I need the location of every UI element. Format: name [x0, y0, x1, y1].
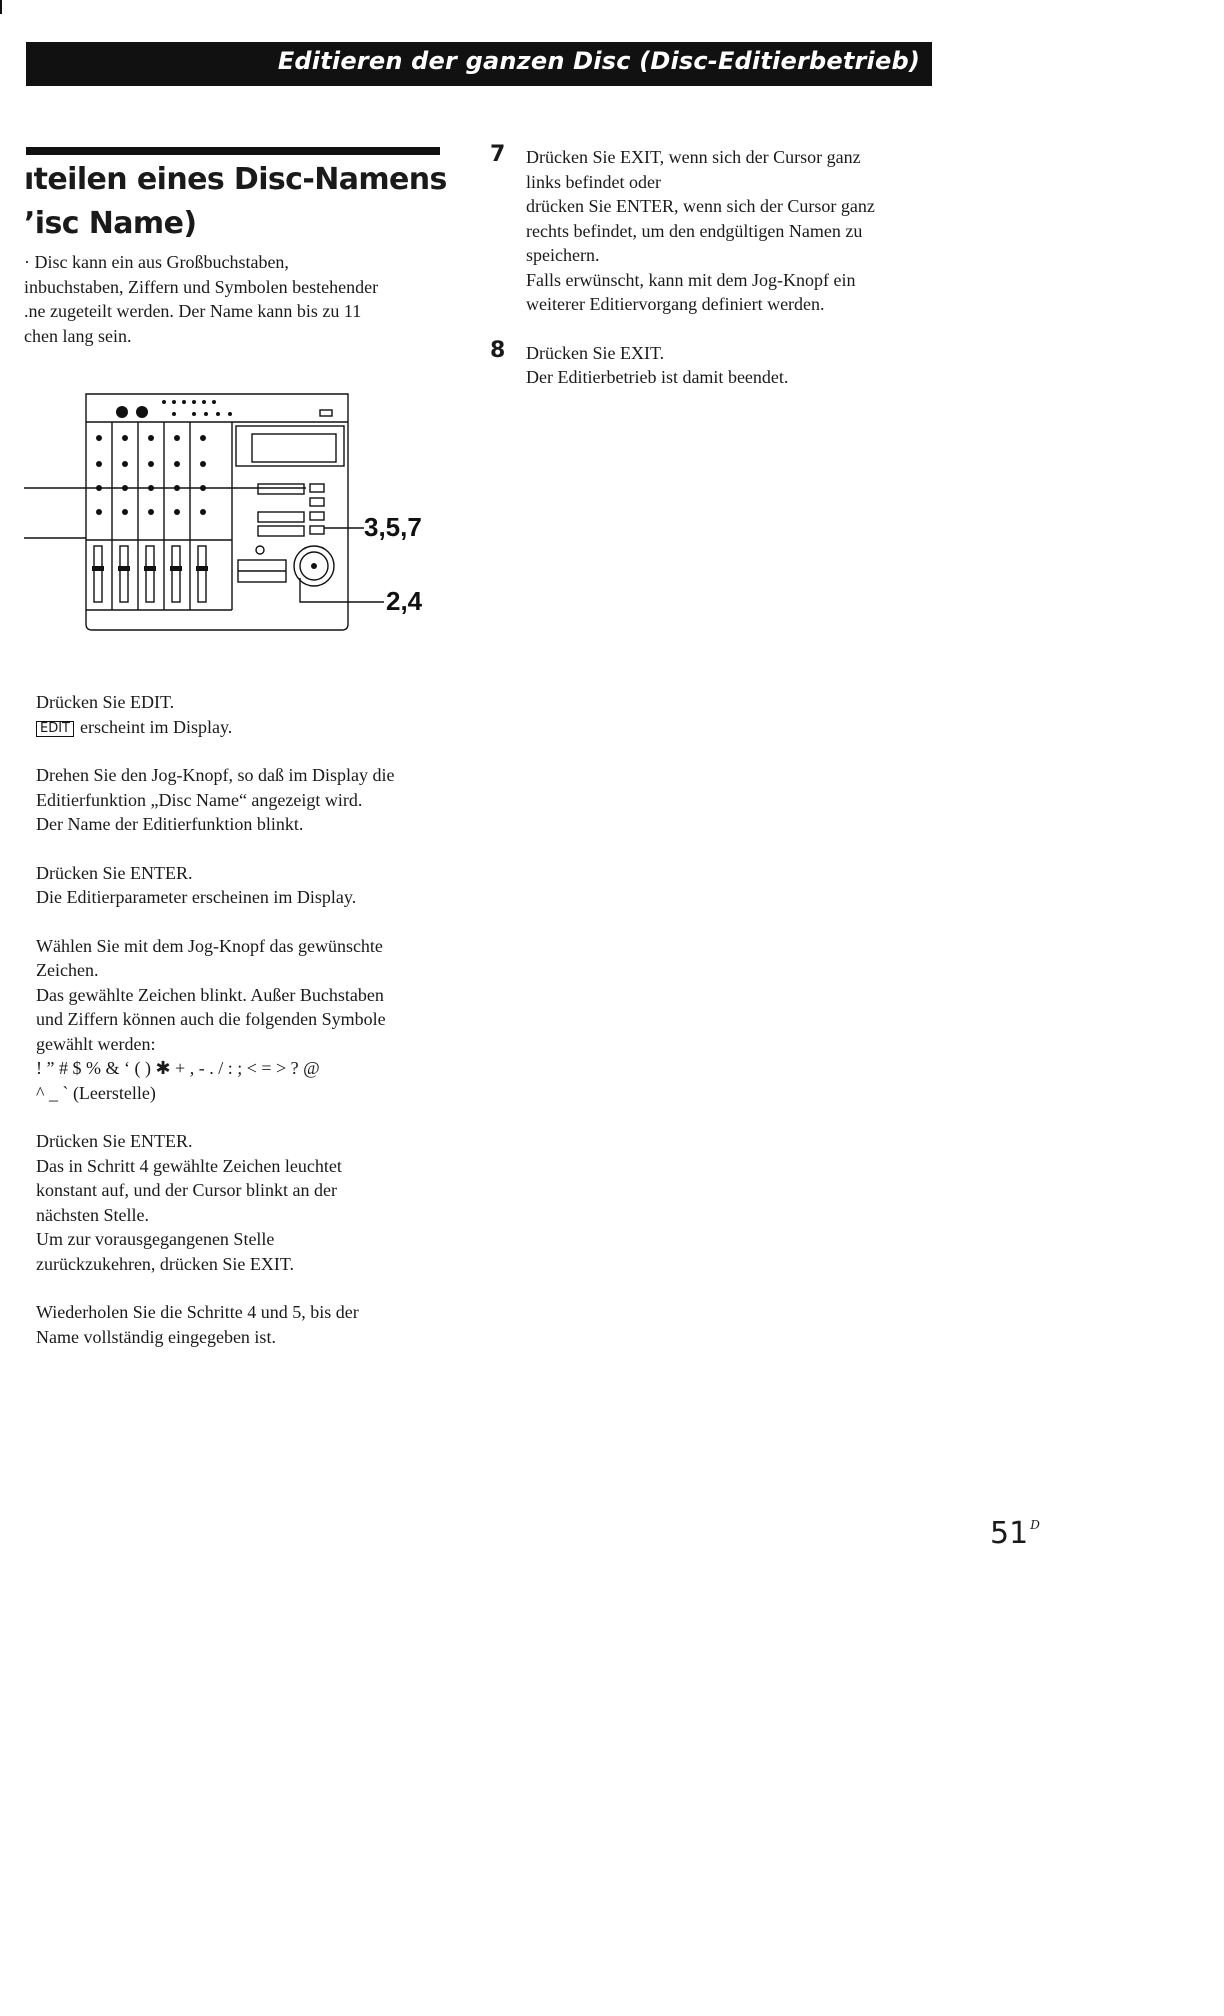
step-line — [36, 715, 456, 740]
step-line: Falls erwünscht, kann mit dem Jog-Knopf ein — [526, 269, 856, 290]
intro-line: chen lang sein. — [24, 325, 132, 346]
step-line: Name vollständig eingegeben ist. — [36, 1326, 276, 1347]
step-7 — [490, 142, 930, 317]
chapter-title: Editieren der ganzen Disc (Disc-Editierbetrieb) — [277, 47, 920, 75]
step-line: Wiederholen Sie die Schritte 4 und 5, bis der — [36, 1302, 359, 1322]
device-diagram — [24, 388, 444, 636]
step-line: Um zur vorausgegangenen Stelle — [36, 1229, 275, 1249]
step-line: speichern. — [526, 245, 600, 265]
section-title-line: ʼisc Name) — [24, 206, 197, 241]
step-1 — [36, 690, 456, 739]
page-number-value: 51 — [990, 1516, 1029, 1551]
section-rule — [26, 147, 440, 155]
intro-line: · Disc kann ein aus Großbuchstaben, — [24, 252, 289, 272]
step-line: gewählt werden: — [36, 1033, 156, 1054]
step-line: Das in Schritt 4 gewählte Zeichen leuchtet — [36, 1155, 342, 1176]
step-number: 7 — [490, 142, 506, 167]
step-6 — [36, 1300, 456, 1349]
edit-indicator-badge: EDIT — [36, 721, 74, 737]
step-3 — [36, 861, 456, 910]
step-line: Wählen Sie mit dem Jog-Knopf das gewünschte — [36, 935, 383, 956]
step-line: Der Editierbetrieb ist damit beendet. — [526, 367, 789, 387]
step-line: Drücken Sie EXIT. — [526, 342, 665, 363]
step-line: links befindet oder — [526, 171, 661, 192]
mixer-illustration — [24, 388, 444, 636]
step-line: Drücken Sie ENTER. — [36, 862, 193, 883]
page-edge-mark — [0, 0, 2, 14]
page-number — [990, 1516, 1040, 1551]
step-line: nächsten Stelle. — [36, 1204, 149, 1225]
step-line: rechts befindet, um den endgültigen Namen zu — [526, 220, 863, 241]
step-line: Drehen Sie den Jog-Knopf, so daß im Display die — [36, 765, 395, 785]
step-line: zurückzukehren, drücken Sie EXIT. — [36, 1253, 295, 1274]
step-line: Drücken Sie ENTER. — [36, 1131, 193, 1151]
step-line: Der Name der Editierfunktion blinkt. — [36, 814, 304, 834]
step-number: 8 — [490, 337, 506, 363]
step-line: Drücken Sie EDIT. — [36, 692, 175, 712]
step-line-text: erscheint im Display. — [80, 716, 233, 737]
step-line: konstant auf, und der Cursor blinkt an der — [36, 1180, 337, 1200]
steps-left-column — [36, 690, 456, 1373]
section-title-line: ıteilen eines Disc-Namens — [24, 162, 447, 197]
intro-line: inbuchstaben, Ziffern und Symbolen bestehender — [24, 276, 379, 297]
steps-right-column — [490, 142, 930, 414]
callout-label-buttons: 3,5,7 — [364, 512, 422, 542]
step-line: Die Editierparameter erscheinen im Display. — [36, 887, 357, 907]
callout-label-jog: 2,4 — [386, 586, 423, 616]
page-number-suffix: D — [1030, 1518, 1040, 1532]
step-line: Drücken Sie EXIT, wenn sich der Cursor ganz — [526, 147, 861, 167]
step-line: Editierfunktion „Disc Name“ angezeigt wird. — [36, 789, 363, 810]
step-line: weiterer Editiervorgang definiert werden. — [526, 294, 825, 314]
step-line: und Ziffern können auch die folgenden Symbole — [36, 1009, 386, 1029]
step-8 — [490, 337, 930, 390]
step-2 — [36, 763, 456, 837]
step-line: Zeichen. — [36, 960, 99, 980]
step-line: Das gewählte Zeichen blinkt. Außer Buchstaben — [36, 984, 384, 1005]
section-title — [24, 158, 447, 246]
intro-line: .ne zugeteilt werden. Der Name kann bis zu 11 — [24, 301, 362, 321]
step-line: drücken Sie ENTER, wenn sich der Cursor ganz — [526, 196, 875, 216]
chapter-header-bar — [26, 42, 932, 86]
intro-paragraph — [24, 250, 444, 348]
step-4 — [36, 934, 456, 1106]
symbol-list-line: ^ _ ` (Leerstelle) — [36, 1082, 156, 1103]
symbol-list-line: ! ” # $ % & ‘ ( ) ✱ + , - . / : ; < = > ? @ — [36, 1058, 320, 1078]
step-5 — [36, 1129, 456, 1276]
